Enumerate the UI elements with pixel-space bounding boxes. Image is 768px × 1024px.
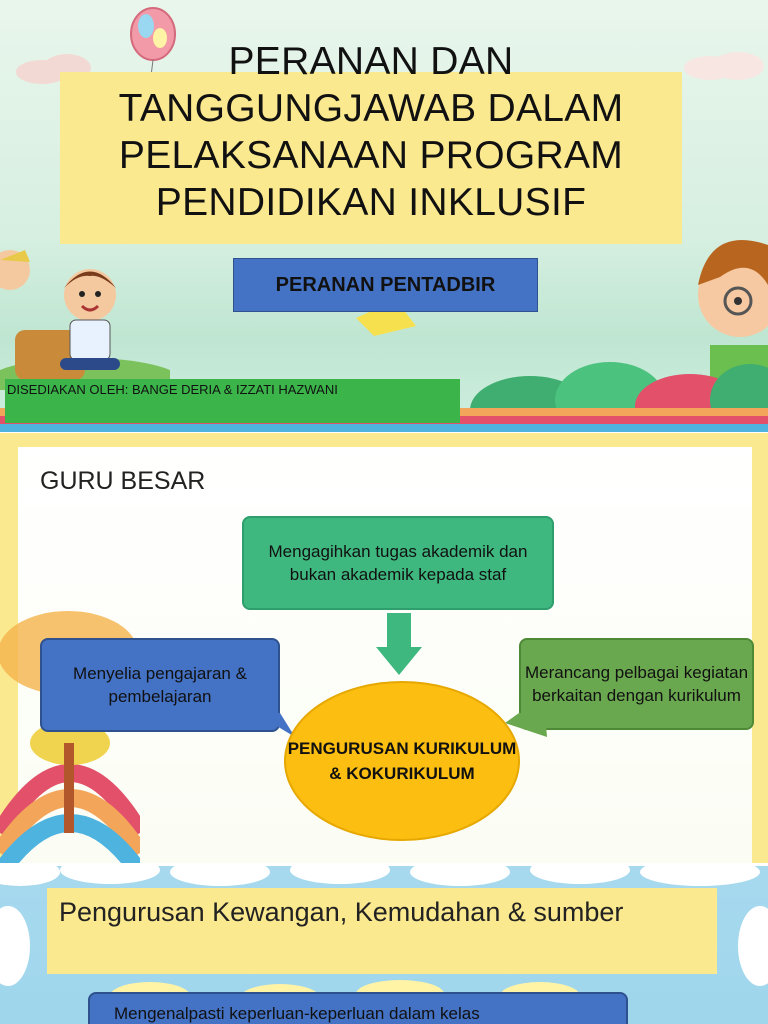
curriculum-planning-box: Merancang pelbagai kegiatan berkaitan dengan kurikulum	[519, 638, 754, 730]
down-arrow-icon	[376, 613, 422, 675]
cloud-icon	[680, 48, 768, 82]
title-slide	[0, 0, 768, 432]
slide-title: Pengurusan Kewangan, Kemudahan & sumber	[47, 888, 717, 974]
child-character-illustration	[0, 240, 170, 390]
supervision-box: Menyelia pengajaran & pembelajaran	[40, 638, 280, 732]
needs-identification-box: Mengenalpasti keperluan-keperluan dalam kelas	[88, 992, 628, 1024]
slide-heading: GURU BESAR	[40, 467, 206, 495]
guru-besar-slide	[0, 433, 768, 863]
curriculum-management-oval: PENGURUSAN KURIKULUM & KOKURIKULUM	[284, 681, 520, 841]
slide-title: PERANAN DAN TANGGUNGJAWAB DALAM PELAKSANAAN PROGRAM PENDIDIKAN INKLUSIF	[118, 40, 624, 224]
task-distribution-box: Mengagihkan tugas akademik dan bukan akademik kepada staf	[242, 516, 554, 610]
finance-slide	[0, 866, 768, 1024]
author-credit: DISEDIAKAN OLEH: BANGE DERIA & IZZATI HAZWANI	[5, 379, 460, 423]
subtitle-box: PERANAN PENTADBIR	[233, 258, 538, 312]
